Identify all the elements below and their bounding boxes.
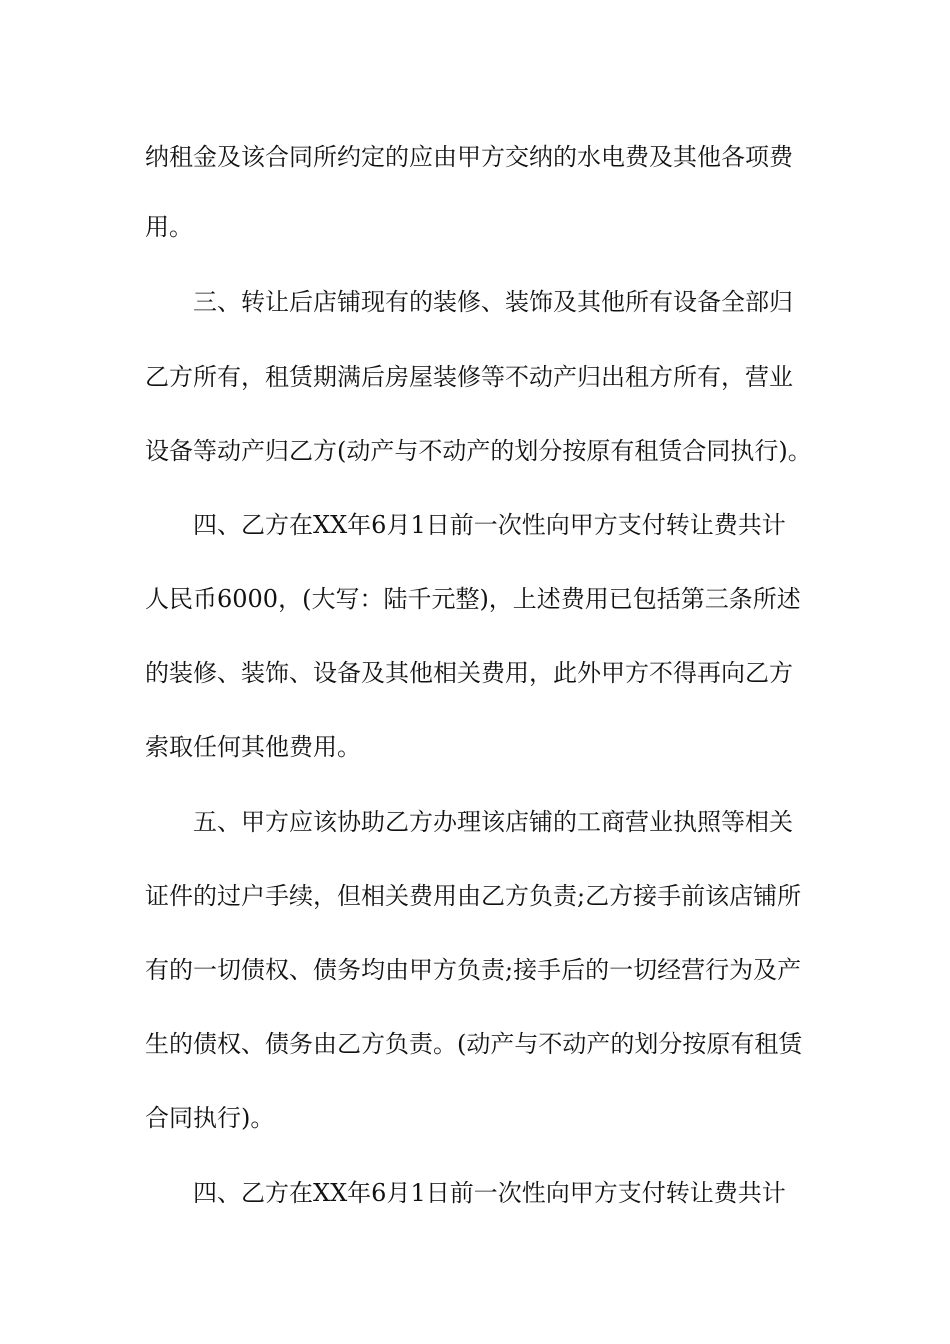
text-line: 纳租金及该合同所约定的应由甲方交纳的水电费及其他各项费 (145, 143, 793, 171)
text-line: 索取任何其他费用。 (145, 733, 361, 761)
text-line: 有的一切债权、债务均由甲方负责;接手后的一切经营行为及产 (145, 956, 802, 984)
text-line: 乙方所有，租赁期满后房屋装修等不动产归出租方所有，营业 (145, 363, 793, 391)
text-line: 用。 (145, 213, 193, 241)
text-line: 生的债权、债务由乙方负责。(动产与不动产的划分按原有租赁 (145, 1030, 803, 1058)
paragraph-start-line: 四、乙方在XX年6月1日前一次性向甲方支付转让费共计 (193, 511, 786, 539)
text-line: 人民币6000，(大写：陆千元整)，上述费用已包括第三条所述 (145, 585, 801, 613)
paragraph-start-line: 四、乙方在XX年6月1日前一次性向甲方支付转让费共计 (193, 1179, 786, 1207)
paragraph-start-line: 五、甲方应该协助乙方办理该店铺的工商营业执照等相关 (193, 808, 793, 836)
paragraph-start-line: 三、转让后店铺现有的装修、装饰及其他所有设备全部归 (193, 288, 793, 316)
text-line: 设备等动产归乙方(动产与不动产的划分按原有租赁合同执行)。 (145, 437, 812, 465)
text-line: 合同执行)。 (145, 1104, 275, 1132)
text-line: 证件的过户手续，但相关费用由乙方负责;乙方接手前该店铺所 (145, 882, 802, 910)
text-line: 的装修、装饰、设备及其他相关费用，此外甲方不得再向乙方 (145, 659, 793, 687)
